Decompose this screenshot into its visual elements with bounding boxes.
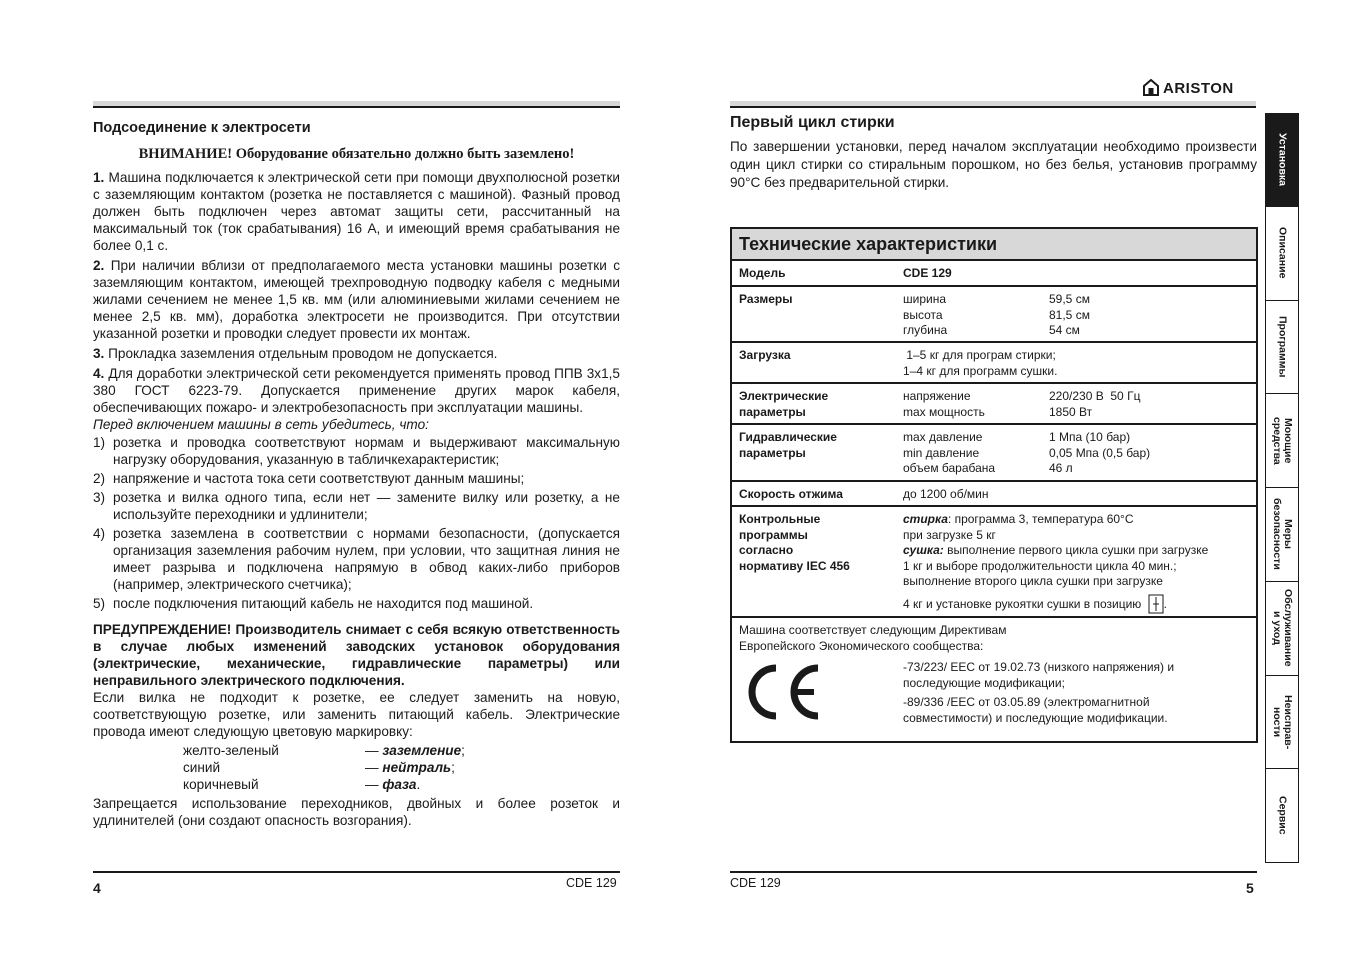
- spec-row-control-programs: Контрольные программы согласно нормативу IEC 456 стирка: программа 3, температура 60°С при загрузке 5 кг сушка: выполнение первого цикла сушки при загрузке 1 кг и выборе продолжительности цикла 40 мин.; выполнение второго цикла сушки при загрузке 4 кг и установке рукоятки сушки в позицию .: [732, 507, 1256, 618]
- directive-2: -89/336 /EEC от 03.05.89 (электромагнитной совместимости) и последующие модификации.: [903, 695, 1168, 725]
- tab-8[interactable]: Сервис: [1266, 769, 1298, 863]
- dryer-position-icon: [1148, 594, 1164, 614]
- ariston-logo: ARISTON: [1143, 79, 1234, 97]
- section-title-electric: Подсоединение к электросети: [93, 120, 311, 136]
- plug-text: Если вилка не подходит к розетке, ее следует заменить на новую, соответствующую розетке, или заменить питающий кабель. Электрические провода имеют следующую цветовую маркировку:: [93, 690, 620, 739]
- wire-color-row: желто-зеленый — заземление;: [183, 743, 465, 758]
- house-icon: [1143, 79, 1159, 96]
- spec-row-size: Размеры ширина высота глубина 59,5 см 81,5 см 54 см: [732, 287, 1256, 343]
- paragraph-2: 2. При наличии вблизи от предполагаемого места установки машины розетки с заземляющим контактом, имеющей трехпроводную подводку кабеля с медными жилами сечением не менее 1,5 кв. мм (или алюминиевыми жилами сечением не менее 2,5 кв. мм), доработка электросети не производится. При отсутствии указанной розетки и проводки следует провести их монтаж.: [93, 258, 620, 341]
- spec-title: Технические характеристики: [732, 229, 1256, 261]
- spec-row-model: Модель CDE 129: [732, 261, 1256, 287]
- paragraph-4: 4. Для доработки электрической сети рекомендуется применять провод ППВ 3х1,5 380 ГОСТ 6223-79. Допускается применение других марок кабеля, обеспечивающих пожаро- и электробезопасность при эксплуатации машины.: [93, 366, 620, 415]
- model-footer-right: CDE 129: [730, 876, 781, 890]
- first-cycle-text: По завершении установки, перед началом эксплуатации необходимо произвести один цикл стирки со стиральным порошком, но без белья, установив программу 90°С без предварительной стирки.: [730, 139, 1257, 190]
- page-number-right: 5: [1246, 880, 1254, 896]
- tab-7[interactable]: Неисправ- ности: [1266, 676, 1298, 770]
- paragraph-1: 1. Машина подключается к электрической сети при помощи двухполюсной розетки с заземляющим контактом (розетка не поставляется с машиной). Фазный провод должен быть подключен через автомат защиты сети, рассчитанный на максимальный ток (ток срабатывания) 16 А, и имеющий время срабатывания не более 0,1 с.: [93, 170, 620, 253]
- spec-row-spin: Скорость отжима до 1200 об/мин: [732, 482, 1256, 507]
- model-footer-left: CDE 129: [566, 876, 617, 890]
- check-list: [93, 434, 620, 612]
- tab-1[interactable]: Установка: [1266, 113, 1298, 207]
- bottom-rule-left: [93, 871, 620, 873]
- wire-color-row: синий — нейтраль;: [183, 760, 455, 775]
- wire-color-row: коричневый — фаза.: [183, 777, 421, 792]
- check-item: 4) розетка заземлена в соответствии с нормами безопасности, (допускается организация заземления рабочим нулем, при условии, что защитная линия не имеет разрыва и подключена напрямую в обвод каких-либо приборов (например, электрического счетчика);: [93, 526, 620, 592]
- paragraph-3: 3. Прокладка заземления отдельным проводом не допускается.: [93, 346, 498, 361]
- check-item: 1) розетка и проводка соответствуют нормам и выдерживают максимальную нагрузку оборудования, указанную в табличкехарактеристик;: [93, 435, 620, 467]
- spec-row-electric: Электрические параметры напряжение max мощность 220/230 В 50 Гц 1850 Вт: [732, 384, 1256, 425]
- top-rule-right: [730, 101, 1256, 108]
- ce-mark-icon: [744, 662, 824, 722]
- side-tabs: [1265, 113, 1299, 863]
- tab-5[interactable]: Меры безопасности: [1266, 488, 1298, 582]
- check-item: 3) розетка и вилка одного типа, если нет — замените вилку или розетку, а не используйте переходники и удлинители;: [93, 490, 620, 522]
- bottom-rule-right: [730, 871, 1257, 873]
- tab-2[interactable]: Описание: [1266, 207, 1298, 301]
- top-rule-left: [93, 101, 620, 108]
- caution-block: [93, 621, 620, 740]
- check-intro: Перед включением машины в сеть убедитесь, что:: [93, 417, 429, 432]
- tab-3[interactable]: Программы: [1266, 301, 1298, 395]
- check-item: 2) напряжение и частота тока сети соответствуют данным машины;: [93, 471, 525, 486]
- directive-1: -73/223/ EEC от 19.02.73 (низкого напряжения) и последующие модификации;: [903, 660, 1175, 690]
- grounding-warning: ВНИМАНИЕ! Оборудование обязательно должно быть заземлено!: [138, 146, 575, 162]
- tab-6[interactable]: Обслуживание и уход: [1266, 582, 1298, 676]
- wire-color-list: [93, 742, 620, 793]
- first-cycle-title: Первый цикл стирки: [730, 114, 895, 131]
- ban-text: Запрещается использование переходников, двойных и более розеток и удлинителей (они создают опасность возгорания).: [93, 796, 620, 828]
- spec-table: [730, 227, 1258, 743]
- spec-row-directives: Машина соответствует следующим Директивам Европейского Экономического сообщества: -73/223/ EEC от 19.02.73 (низкого напряжения) и последующие модификации; -89/336 /EEC от 03.05.89 (электромагнитной совместимости) и последующие модификации.: [732, 618, 1256, 741]
- spec-row-load: Загрузка 1–5 кг для програм стирки; 1–4 кг для программ сушки.: [732, 343, 1256, 384]
- check-item: 5) после подключения питающий кабель не находится под машиной.: [93, 596, 534, 611]
- caution-text: ПРЕДУПРЕЖДЕНИЕ! Производитель снимает с себя всякую ответственность в случае любых изменений заводских установок оборудования (электрические, механические, гидравлические параметры) или неправильного электрического подключения.: [93, 622, 620, 688]
- electric-instructions: [93, 169, 620, 614]
- spec-row-hydraulic: Гидравлические параметры max давление min давление объем барабана 1 Мпа (10 бар) 0,05 Мпа (0,5 бар) 46 л: [732, 425, 1256, 482]
- tab-4[interactable]: Моющие средства: [1266, 394, 1298, 488]
- page-number-left: 4: [93, 880, 101, 896]
- ce-mark: [744, 662, 824, 727]
